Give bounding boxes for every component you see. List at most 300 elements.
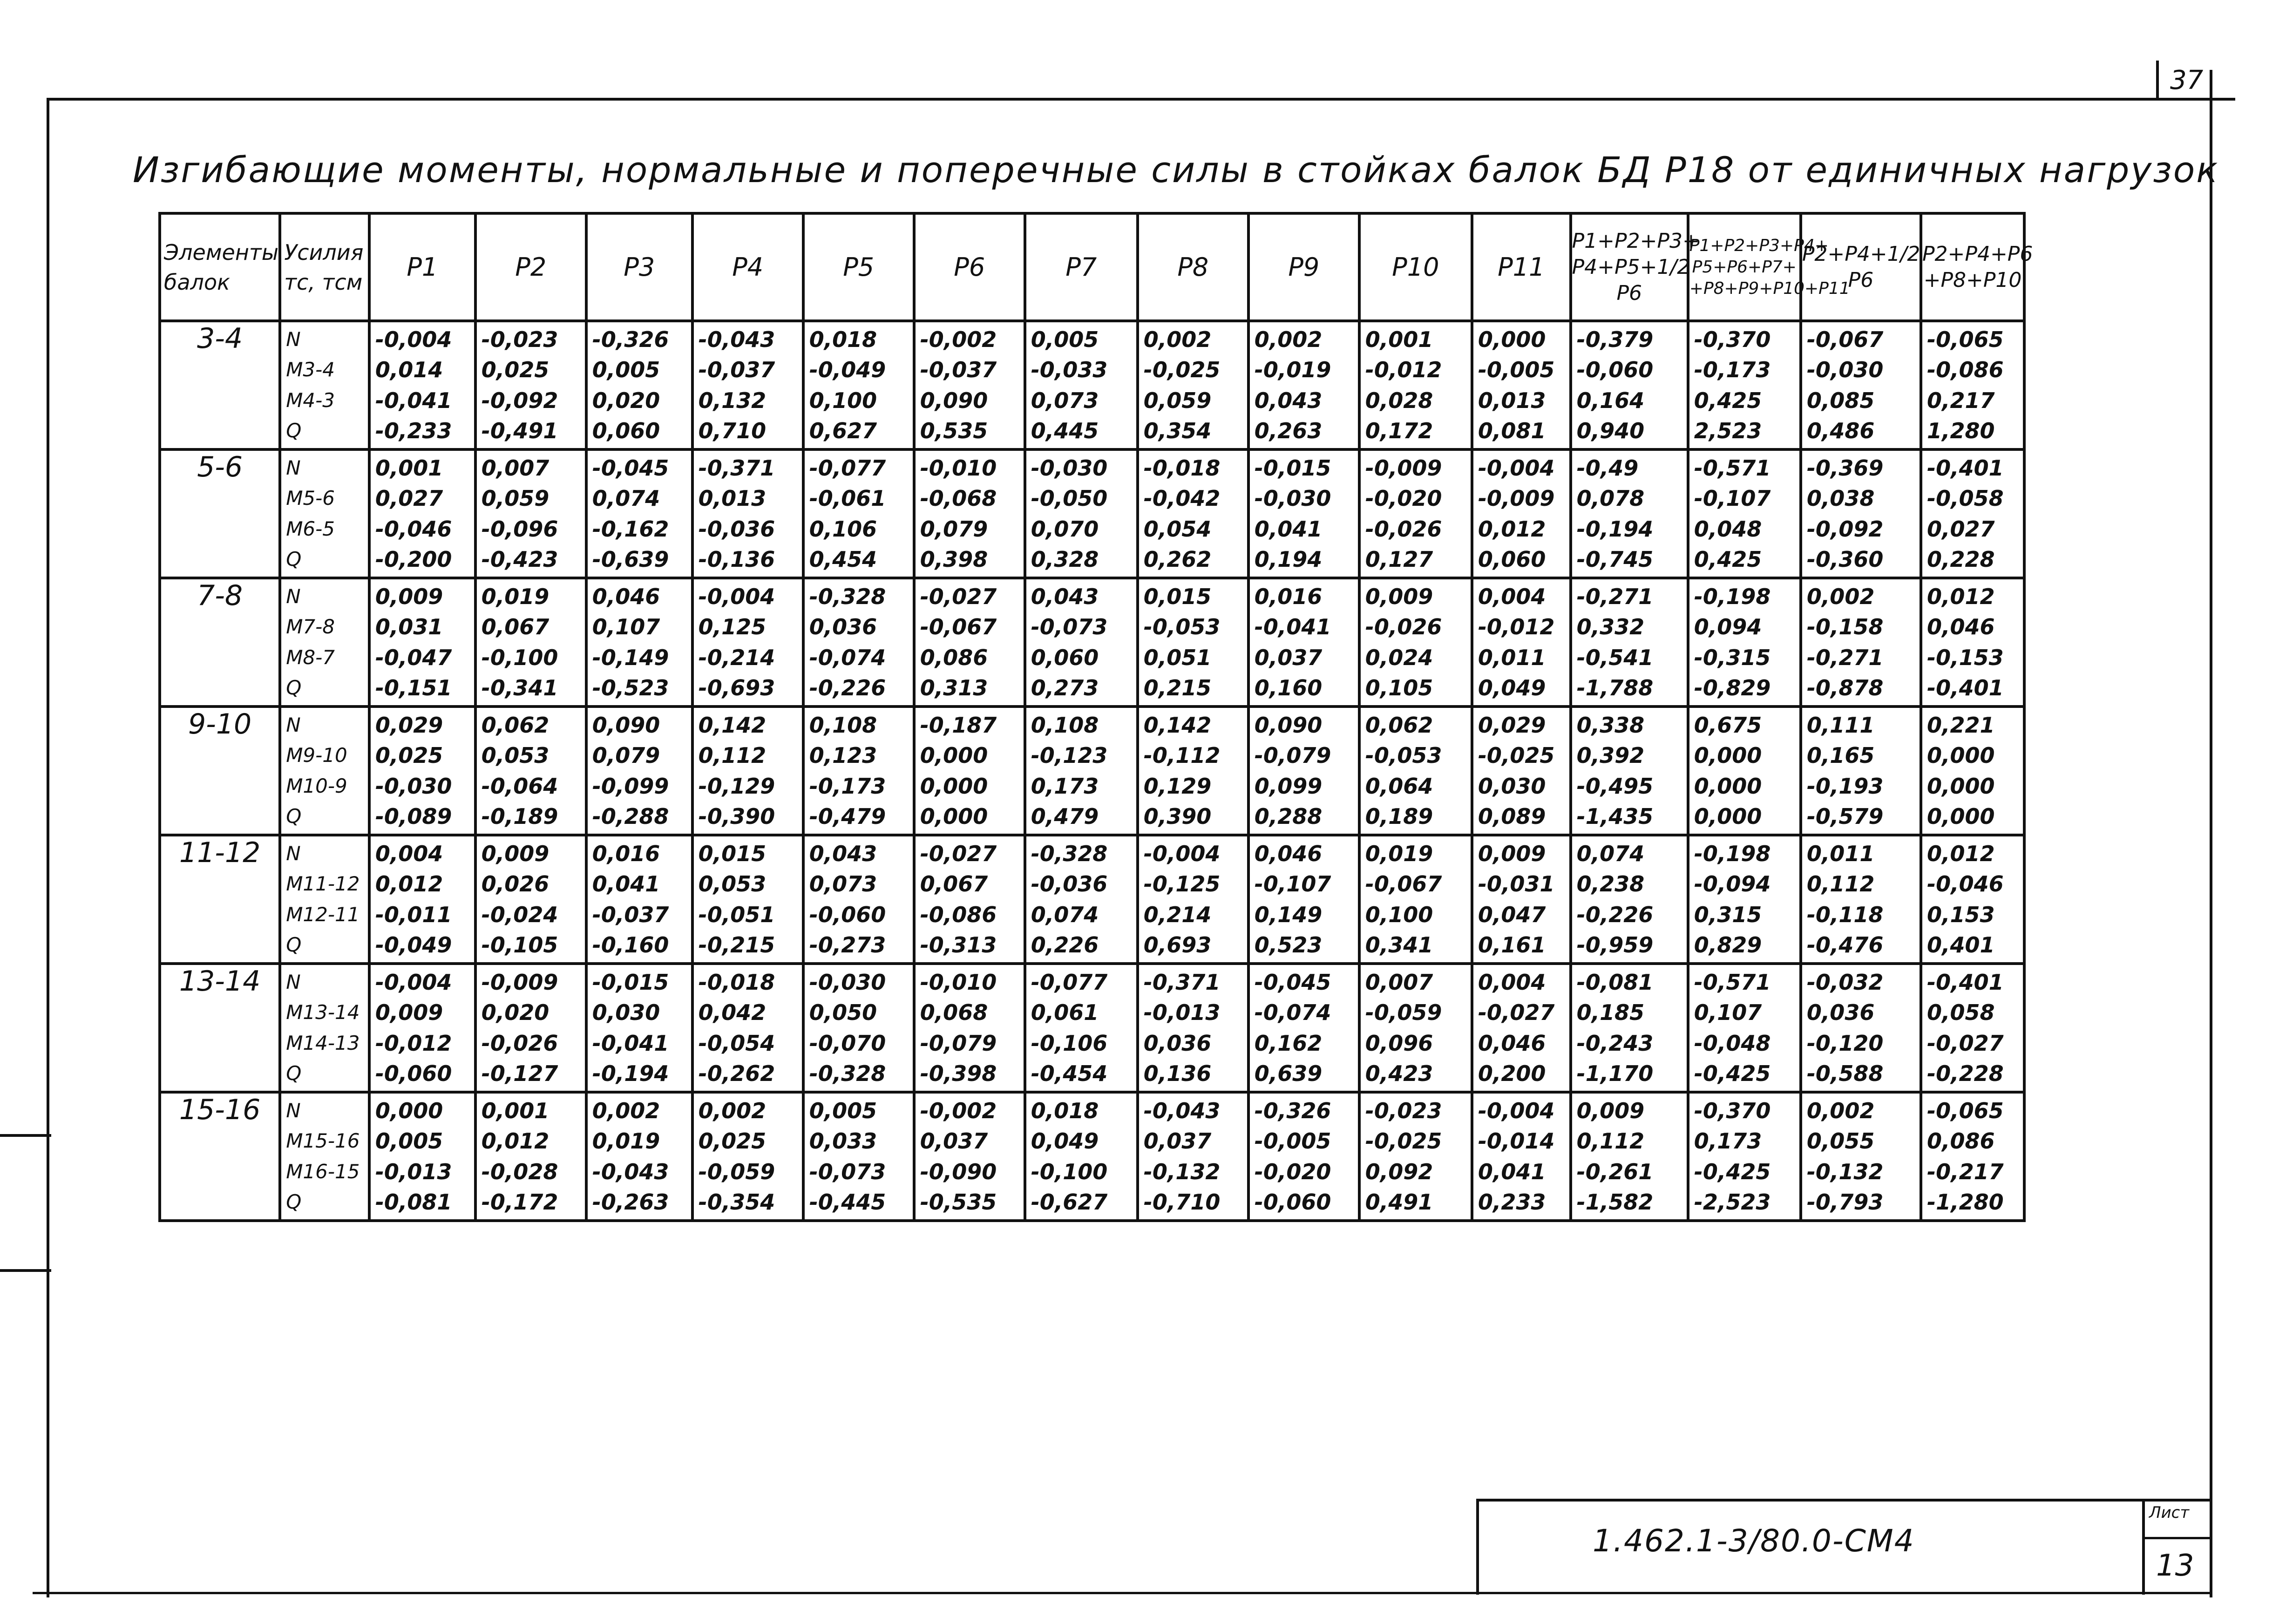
cell-value: 0,228 bbox=[1927, 547, 1995, 572]
cell-value: -0,189 bbox=[481, 804, 558, 829]
force-label: M7-8 bbox=[286, 615, 335, 639]
cell-value: 0,262 bbox=[1143, 547, 1212, 572]
cell-value: 0,445 bbox=[1031, 418, 1099, 444]
cell-value: -0,271 bbox=[1576, 584, 1654, 609]
cell-value: -0,495 bbox=[1576, 773, 1654, 799]
cell-value: -1,435 bbox=[1576, 804, 1654, 829]
value-cell bbox=[1025, 449, 1138, 578]
cell-value: 0,100 bbox=[1365, 902, 1433, 927]
cell-value: -0,233 bbox=[375, 418, 452, 444]
cell-value: -0,371 bbox=[1143, 969, 1221, 995]
cell-value: 0,086 bbox=[920, 645, 988, 670]
value-cell bbox=[914, 449, 1025, 578]
cell-value: -0,263 bbox=[592, 1189, 669, 1215]
cell-value: 0,096 bbox=[1365, 1030, 1433, 1056]
cell-value: 0,005 bbox=[809, 1098, 877, 1123]
cell-value: 0,001 bbox=[375, 455, 443, 481]
value-cell bbox=[1801, 321, 1921, 449]
cell-value: 0,025 bbox=[698, 1128, 767, 1154]
value-cell bbox=[692, 578, 803, 707]
cell-value: -0,025 bbox=[1478, 743, 1555, 768]
cell-value: 0,020 bbox=[592, 387, 660, 413]
cell-value: 0,136 bbox=[1143, 1061, 1212, 1087]
column-header: Усилия тс, тсм bbox=[280, 213, 369, 321]
force-label: Q bbox=[286, 419, 302, 442]
cell-value: 0,004 bbox=[375, 841, 443, 866]
cell-value: 0,074 bbox=[1031, 902, 1099, 927]
element-cell: 13-14 bbox=[160, 964, 280, 1092]
value-cell bbox=[692, 707, 803, 835]
cell-value: 0,000 bbox=[920, 743, 988, 768]
cell-value: -0,261 bbox=[1576, 1159, 1654, 1184]
cell-value: 0,049 bbox=[1478, 675, 1546, 701]
cell-value: 0,000 bbox=[1927, 773, 1995, 799]
cell-value: -0,959 bbox=[1576, 932, 1654, 958]
cell-value: -0,048 bbox=[1694, 1030, 1771, 1056]
value-cell bbox=[1688, 964, 1801, 1092]
column-header: P6 bbox=[914, 213, 1025, 321]
cell-value: 0,036 bbox=[1806, 1000, 1875, 1026]
cell-value: 0,007 bbox=[481, 455, 549, 481]
cell-value: 0,000 bbox=[375, 1098, 443, 1123]
cell-value: 0,067 bbox=[920, 871, 988, 897]
value-cell bbox=[475, 1092, 586, 1221]
cell-value: -0,004 bbox=[375, 326, 452, 352]
cell-value: 0,221 bbox=[1927, 712, 1995, 738]
cell-value: -0,043 bbox=[592, 1159, 669, 1184]
cell-value: 0,089 bbox=[1478, 804, 1546, 829]
cell-value: -0,031 bbox=[1478, 871, 1555, 897]
value-cell bbox=[1688, 578, 1801, 707]
value-cell bbox=[1025, 964, 1138, 1092]
cell-value: 0,000 bbox=[1927, 804, 1995, 829]
value-cell bbox=[1801, 449, 1921, 578]
edge-tick-mark bbox=[0, 1269, 51, 1272]
cell-value: 0,016 bbox=[1254, 584, 1323, 609]
cell-value: 0,185 bbox=[1576, 1000, 1645, 1026]
cell-value: -0,491 bbox=[481, 418, 558, 444]
cell-value: -0,011 bbox=[375, 902, 452, 927]
column-header: P8 bbox=[1138, 213, 1248, 321]
cell-value: -0,009 bbox=[1478, 486, 1555, 511]
value-cell bbox=[692, 321, 803, 449]
column-header: P1 bbox=[369, 213, 475, 321]
cell-value: -0,479 bbox=[809, 804, 886, 829]
force-label: N bbox=[286, 842, 301, 865]
cell-value: 0,055 bbox=[1806, 1128, 1875, 1154]
value-cell bbox=[1921, 321, 2024, 449]
force-type-cell bbox=[280, 321, 369, 449]
cell-value: 0,062 bbox=[481, 712, 549, 738]
table-body bbox=[160, 321, 2024, 1221]
cell-value: -0,571 bbox=[1694, 455, 1771, 481]
cell-value: -0,273 bbox=[809, 932, 886, 958]
cell-value: 0,189 bbox=[1365, 804, 1433, 829]
column-header: P7 bbox=[1025, 213, 1138, 321]
cell-value: -0,423 bbox=[481, 547, 558, 572]
cell-value: 0,086 bbox=[1927, 1128, 1995, 1154]
cell-value: 0,013 bbox=[698, 486, 767, 511]
force-label: N bbox=[286, 713, 301, 736]
cell-value: 0,100 bbox=[809, 387, 877, 413]
cell-value: -0,194 bbox=[592, 1061, 669, 1087]
cell-value: 0,142 bbox=[1143, 712, 1212, 738]
cell-value: -0,037 bbox=[920, 357, 997, 383]
value-cell bbox=[1801, 1092, 1921, 1221]
edge-tick-mark bbox=[0, 1134, 51, 1137]
force-label: M16-15 bbox=[286, 1160, 360, 1183]
cell-value: 0,041 bbox=[592, 871, 660, 897]
cell-value: -0,328 bbox=[1031, 841, 1108, 866]
column-header: P2+P4+1/2 P6 bbox=[1801, 213, 1921, 321]
cell-value: -0,092 bbox=[1806, 516, 1884, 542]
value-cell bbox=[803, 449, 914, 578]
force-label: M14-13 bbox=[286, 1031, 360, 1054]
cell-value: -0,401 bbox=[1927, 455, 2004, 481]
cell-value: 0,028 bbox=[1365, 387, 1433, 413]
value-cell bbox=[1472, 1092, 1571, 1221]
cell-value: 2,523 bbox=[1694, 418, 1762, 444]
value-cell bbox=[369, 964, 475, 1092]
force-label: Q bbox=[286, 933, 302, 957]
value-cell bbox=[692, 1092, 803, 1221]
cell-value: 0,020 bbox=[481, 1000, 549, 1026]
cell-value: 0,328 bbox=[1031, 547, 1099, 572]
value-cell bbox=[1248, 707, 1359, 835]
cell-value: 0,162 bbox=[1254, 1030, 1323, 1056]
cell-value: -0,401 bbox=[1927, 969, 2004, 995]
cell-value: 0,048 bbox=[1694, 516, 1762, 542]
value-cell bbox=[1359, 964, 1472, 1092]
cell-value: -0,037 bbox=[698, 357, 775, 383]
cell-value: -0,089 bbox=[375, 804, 452, 829]
cell-value: 0,012 bbox=[481, 1128, 549, 1154]
cell-value: -0,151 bbox=[375, 675, 452, 701]
cell-value: 0,015 bbox=[1143, 584, 1212, 609]
cell-value: 0,046 bbox=[1927, 614, 1995, 640]
value-cell bbox=[1688, 835, 1801, 964]
cell-value: 0,004 bbox=[1478, 584, 1546, 609]
table-header-row bbox=[160, 213, 2024, 321]
value-cell bbox=[586, 449, 692, 578]
cell-value: -0,118 bbox=[1806, 902, 1884, 927]
value-cell bbox=[803, 578, 914, 707]
cell-value: 0,129 bbox=[1143, 773, 1212, 799]
value-cell bbox=[803, 964, 914, 1092]
cell-value: 0,005 bbox=[592, 357, 660, 383]
value-cell bbox=[1472, 964, 1571, 1092]
cell-value: 0,085 bbox=[1806, 387, 1875, 413]
cell-value: 0,059 bbox=[481, 486, 549, 511]
cell-value: 0,042 bbox=[698, 1000, 767, 1026]
cell-value: -0,086 bbox=[920, 902, 997, 927]
cell-value: -0,058 bbox=[1927, 486, 2004, 511]
cell-value: 0,153 bbox=[1927, 902, 1995, 927]
cell-value: -0,215 bbox=[698, 932, 775, 958]
cell-value: -0,018 bbox=[1143, 455, 1221, 481]
value-cell bbox=[475, 964, 586, 1092]
cell-value: -0,198 bbox=[1694, 584, 1771, 609]
cell-value: 0,425 bbox=[1694, 547, 1762, 572]
cell-value: 0,050 bbox=[809, 1000, 877, 1026]
cell-value: -0,579 bbox=[1806, 804, 1884, 829]
value-cell bbox=[692, 449, 803, 578]
force-label: M3-4 bbox=[286, 358, 335, 381]
value-cell bbox=[1138, 964, 1248, 1092]
cell-value: -0,005 bbox=[1478, 357, 1555, 383]
cell-value: -0,028 bbox=[481, 1159, 558, 1184]
table-row bbox=[160, 321, 2024, 449]
cell-value: -0,425 bbox=[1694, 1159, 1771, 1184]
cell-value: -0,046 bbox=[375, 516, 452, 542]
cell-value: 0,058 bbox=[1927, 1000, 1995, 1026]
force-label: N bbox=[286, 970, 301, 993]
cell-value: -0,015 bbox=[1254, 455, 1331, 481]
table-row bbox=[160, 707, 2024, 835]
cell-value: 0,079 bbox=[920, 516, 988, 542]
value-cell bbox=[803, 1092, 914, 1221]
value-cell bbox=[1359, 449, 1472, 578]
cell-value: -0,065 bbox=[1927, 1098, 2004, 1123]
cell-value: 0,009 bbox=[375, 1000, 443, 1026]
cell-value: 0,037 bbox=[920, 1128, 988, 1154]
force-label: M8-7 bbox=[286, 646, 335, 669]
cell-value: -0,013 bbox=[375, 1159, 452, 1184]
cell-value: -0,571 bbox=[1694, 969, 1771, 995]
column-header: P1+P2+P3+ P4+P5+1/2 P6 bbox=[1571, 213, 1688, 321]
value-cell bbox=[586, 707, 692, 835]
cell-value: -0,326 bbox=[1254, 1098, 1331, 1123]
cell-value: -0,027 bbox=[1927, 1030, 2004, 1056]
cell-value: -0,067 bbox=[920, 614, 997, 640]
cell-value: -0,010 bbox=[920, 969, 997, 995]
column-header: P4 bbox=[692, 213, 803, 321]
cell-value: 0,002 bbox=[592, 1098, 660, 1123]
value-cell bbox=[475, 449, 586, 578]
cell-value: -0,073 bbox=[809, 1159, 886, 1184]
cell-value: 0,037 bbox=[1143, 1128, 1212, 1154]
value-cell bbox=[1571, 578, 1688, 707]
cell-value: -0,194 bbox=[1576, 516, 1654, 542]
force-label: Q bbox=[286, 805, 302, 828]
cell-value: 0,106 bbox=[809, 516, 877, 542]
value-cell bbox=[1248, 964, 1359, 1092]
cell-value: 0,215 bbox=[1143, 675, 1212, 701]
cell-value: 0,000 bbox=[1694, 773, 1762, 799]
cell-value: -0,878 bbox=[1806, 675, 1884, 701]
value-cell bbox=[1571, 835, 1688, 964]
force-type-cell bbox=[280, 1092, 369, 1221]
cell-value: 0,011 bbox=[1478, 645, 1546, 670]
cell-value: 0,000 bbox=[1694, 804, 1762, 829]
value-cell bbox=[369, 835, 475, 964]
cell-value: 0,029 bbox=[375, 712, 443, 738]
cell-value: 0,009 bbox=[1365, 584, 1433, 609]
cell-value: 0,036 bbox=[1143, 1030, 1212, 1056]
value-cell bbox=[586, 964, 692, 1092]
cell-value: -0,014 bbox=[1478, 1128, 1555, 1154]
value-cell bbox=[914, 707, 1025, 835]
value-cell bbox=[1472, 707, 1571, 835]
cell-value: 0,029 bbox=[1478, 712, 1546, 738]
value-cell bbox=[914, 578, 1025, 707]
cell-value: 0,068 bbox=[920, 1000, 988, 1026]
cell-value: -0,535 bbox=[920, 1189, 997, 1215]
cell-value: -0,627 bbox=[1031, 1189, 1108, 1215]
cell-value: -0,105 bbox=[481, 932, 558, 958]
cell-value: 0,046 bbox=[1254, 841, 1323, 866]
value-cell bbox=[1248, 1092, 1359, 1221]
value-cell bbox=[1571, 964, 1688, 1092]
cell-value: 0,315 bbox=[1694, 902, 1762, 927]
cell-value: -1,170 bbox=[1576, 1061, 1654, 1087]
table-row bbox=[160, 449, 2024, 578]
cell-value: -0,100 bbox=[481, 645, 558, 670]
value-cell bbox=[692, 835, 803, 964]
cell-value: 0,027 bbox=[1927, 516, 1995, 542]
cell-value: -0,026 bbox=[481, 1030, 558, 1056]
cell-value: 0,392 bbox=[1576, 743, 1645, 768]
cell-value: -0,271 bbox=[1806, 645, 1884, 670]
cell-value: 0,273 bbox=[1031, 675, 1099, 701]
value-cell bbox=[1571, 707, 1688, 835]
force-label: N bbox=[286, 456, 301, 479]
cell-value: -0,064 bbox=[481, 773, 558, 799]
cell-value: -0,149 bbox=[592, 645, 669, 670]
cell-value: -0,123 bbox=[1031, 743, 1108, 768]
cell-value: -0,200 bbox=[375, 547, 452, 572]
cell-value: 0,064 bbox=[1365, 773, 1433, 799]
cell-value: 0,401 bbox=[1927, 932, 1995, 958]
cell-value: -0,012 bbox=[375, 1030, 452, 1056]
cell-value: -0,024 bbox=[481, 902, 558, 927]
cell-value: 0,011 bbox=[1806, 841, 1875, 866]
value-cell bbox=[1359, 578, 1472, 707]
cell-value: -0,004 bbox=[1478, 455, 1555, 481]
document-code: 1.462.1-3/80.0-СМ4 bbox=[1593, 1523, 1915, 1559]
cell-value: -0,226 bbox=[809, 675, 886, 701]
table-row bbox=[160, 964, 2024, 1092]
cell-value: 0,107 bbox=[1694, 1000, 1762, 1026]
cell-value: -1,788 bbox=[1576, 675, 1654, 701]
cell-value: 0,007 bbox=[1365, 969, 1433, 995]
cell-value: 0,060 bbox=[592, 418, 660, 444]
cell-value: 0,090 bbox=[592, 712, 660, 738]
cell-value: -0,193 bbox=[1806, 773, 1884, 799]
cell-value: -0,328 bbox=[809, 584, 886, 609]
cell-value: 0,112 bbox=[1576, 1128, 1645, 1154]
cell-value: -0,49 bbox=[1576, 455, 1639, 481]
cell-value: 0,027 bbox=[375, 486, 443, 511]
cell-value: -0,379 bbox=[1576, 326, 1654, 352]
cell-value: -0,107 bbox=[1694, 486, 1771, 511]
cell-value: -0,030 bbox=[1806, 357, 1884, 383]
cell-value: -0,745 bbox=[1576, 547, 1654, 572]
cell-value: -0,012 bbox=[1478, 614, 1555, 640]
force-label: M5-6 bbox=[286, 487, 335, 510]
cell-value: -0,070 bbox=[809, 1030, 886, 1056]
cell-value: 0,332 bbox=[1576, 614, 1645, 640]
value-cell bbox=[1921, 835, 2024, 964]
cell-value: -0,425 bbox=[1694, 1061, 1771, 1087]
value-cell bbox=[1248, 449, 1359, 578]
cell-value: -0,162 bbox=[592, 516, 669, 542]
cell-value: 0,019 bbox=[592, 1128, 660, 1154]
cell-value: -0,023 bbox=[1365, 1098, 1442, 1123]
cell-value: 0,026 bbox=[481, 871, 549, 897]
cell-value: 0,046 bbox=[1478, 1030, 1546, 1056]
cell-value: -0,226 bbox=[1576, 902, 1654, 927]
cell-value: 0,049 bbox=[1031, 1128, 1099, 1154]
force-label: M9-10 bbox=[286, 744, 347, 767]
value-cell bbox=[1248, 321, 1359, 449]
cell-value: -0,026 bbox=[1365, 516, 1442, 542]
value-cell bbox=[1359, 707, 1472, 835]
force-label: N bbox=[286, 327, 301, 351]
cell-value: 0,341 bbox=[1365, 932, 1433, 958]
cell-value: -0,030 bbox=[1031, 455, 1108, 481]
cell-value: 0,173 bbox=[1031, 773, 1099, 799]
value-cell bbox=[1025, 1092, 1138, 1221]
cell-value: 0,019 bbox=[481, 584, 549, 609]
value-cell bbox=[1801, 964, 1921, 1092]
cell-value: 0,263 bbox=[1254, 418, 1323, 444]
cell-value: -0,059 bbox=[698, 1159, 775, 1184]
cell-value: -0,010 bbox=[920, 455, 997, 481]
cell-value: -0,360 bbox=[1806, 547, 1884, 572]
cell-value: -0,009 bbox=[481, 969, 558, 995]
cell-value: -0,081 bbox=[375, 1189, 452, 1215]
cell-value: 0,002 bbox=[698, 1098, 767, 1123]
cell-value: -0,047 bbox=[375, 645, 452, 670]
cell-value: -0,132 bbox=[1143, 1159, 1221, 1184]
cell-value: 0,238 bbox=[1576, 871, 1645, 897]
cell-value: 0,001 bbox=[481, 1098, 549, 1123]
value-cell bbox=[1025, 578, 1138, 707]
table-row bbox=[160, 578, 2024, 707]
element-cell: 7-8 bbox=[160, 578, 280, 707]
cell-value: 0,425 bbox=[1694, 387, 1762, 413]
cell-value: -0,041 bbox=[1254, 614, 1331, 640]
cell-value: 0,454 bbox=[809, 547, 877, 572]
column-header: P5 bbox=[803, 213, 914, 321]
cell-value: 0,031 bbox=[375, 614, 443, 640]
cell-value: -0,454 bbox=[1031, 1061, 1108, 1087]
cell-value: -0,060 bbox=[1254, 1189, 1331, 1215]
cell-value: 0,012 bbox=[1478, 516, 1546, 542]
cell-value: 0,060 bbox=[1031, 645, 1099, 670]
cell-value: 1,280 bbox=[1927, 418, 1995, 444]
cell-value: -0,081 bbox=[1576, 969, 1654, 995]
cell-value: -0,096 bbox=[481, 516, 558, 542]
value-cell bbox=[1571, 449, 1688, 578]
cell-value: 0,217 bbox=[1927, 387, 1995, 413]
cell-value: 0,092 bbox=[1365, 1159, 1433, 1184]
cell-value: -0,026 bbox=[1365, 614, 1442, 640]
cell-value: -0,100 bbox=[1031, 1159, 1108, 1184]
column-header: P9 bbox=[1248, 213, 1359, 321]
cell-value: -0,125 bbox=[1143, 871, 1221, 897]
cell-value: -1,582 bbox=[1576, 1189, 1654, 1215]
cell-value: -0,033 bbox=[1031, 357, 1108, 383]
cell-value: -0,060 bbox=[809, 902, 886, 927]
cell-value: 0,398 bbox=[920, 547, 988, 572]
column-header: Элементы балок bbox=[160, 213, 280, 321]
cell-value: 0,018 bbox=[809, 326, 877, 352]
value-cell bbox=[1138, 835, 1248, 964]
value-cell bbox=[1571, 321, 1688, 449]
cell-value: -0,401 bbox=[1927, 675, 2004, 701]
